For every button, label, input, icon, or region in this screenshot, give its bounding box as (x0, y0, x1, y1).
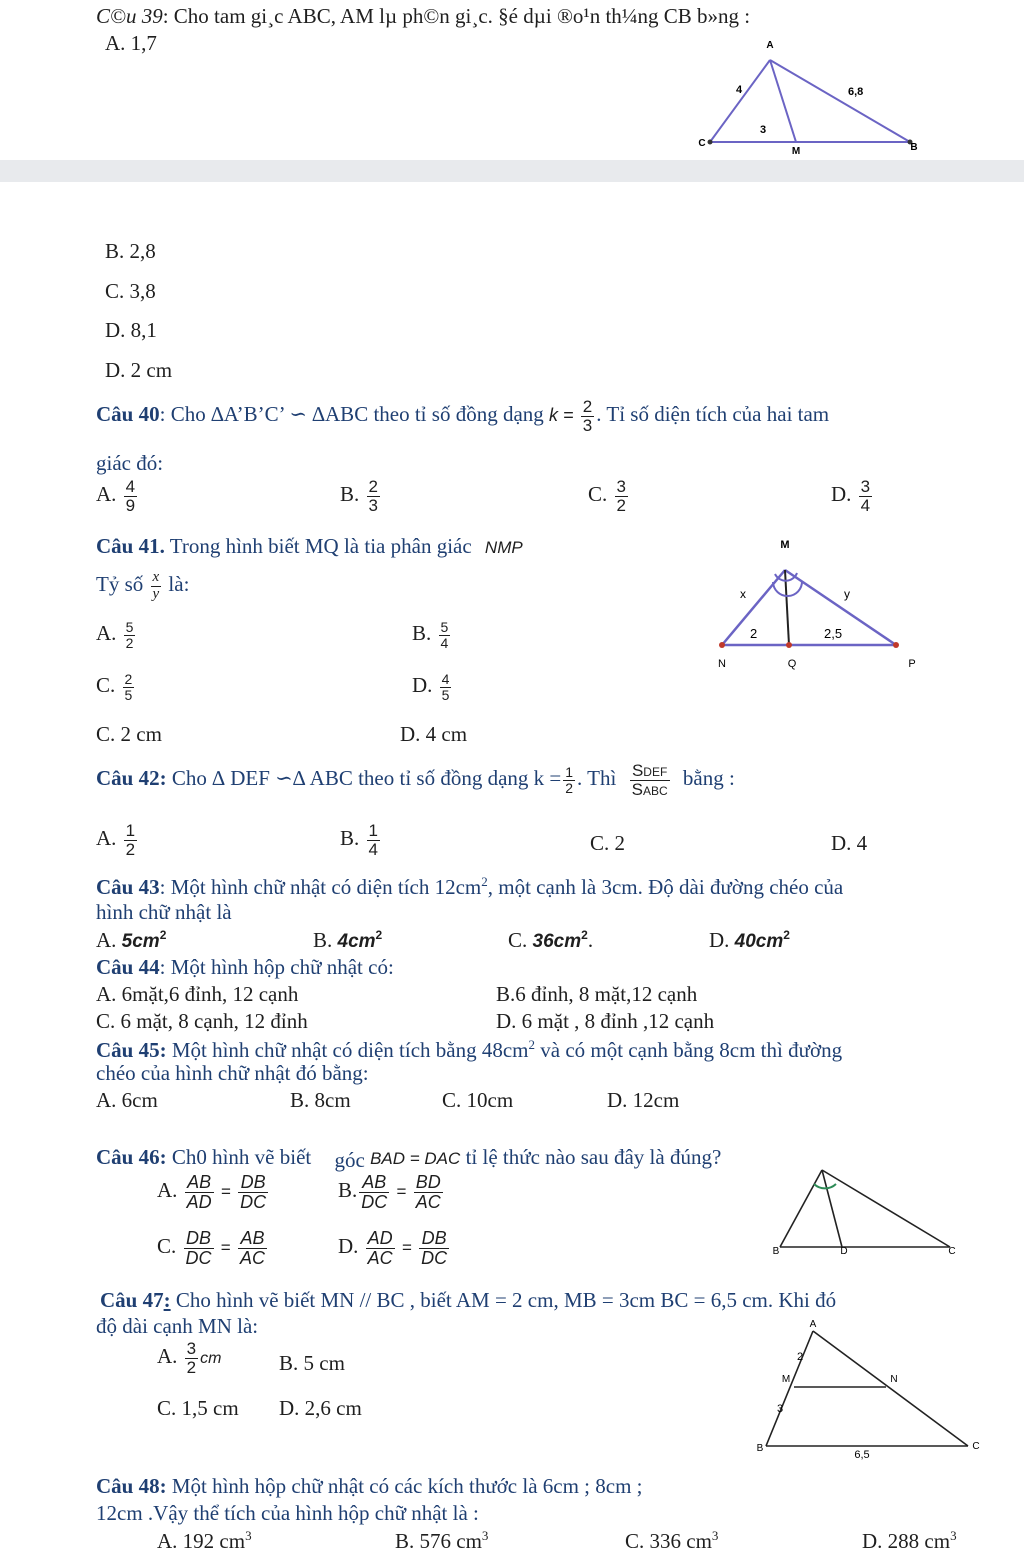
q47-length-bc: 6,5 (854, 1449, 870, 1461)
q41-title: Câu 41. (96, 534, 165, 558)
q41-ratio-fraction: $\frac{x}{y}$ (152, 569, 160, 602)
q48-option-a: A. 192 $cm^3$ (157, 1528, 252, 1553)
q45-option-b: B. 8cm (290, 1088, 351, 1112)
q46-line-1: Câu 46: Ch0 hình vẽ biết góc BAD = DAC tỉ lệ thức nào sau đây là đúng? (96, 1145, 722, 1172)
page-separator (0, 160, 1024, 182)
q47-label-a: A (809, 1319, 817, 1330)
q40-option-c: C. $\frac{3}{2}$ (588, 477, 626, 515)
q41-extra-d: D. 4 cm (400, 722, 468, 746)
q39-option-extra: D. 2 cm (105, 358, 173, 382)
q46-side-ab (780, 1170, 822, 1247)
q44-option-b: B.6 đỉnh, 8 mặt,12 cạnh (496, 982, 698, 1006)
q42-area-ratio: $\frac{\text{SDEF}}{\text{SABC}}$ (631, 761, 668, 799)
q46-angle-equation: BAD = DAC (370, 1149, 461, 1168)
q47-label-c: C (972, 1441, 980, 1452)
q39-label-c: C (698, 138, 706, 149)
q39-label-b: B (910, 142, 918, 153)
q47-length-am: 2 (796, 1351, 804, 1363)
q48-line-1: Câu 48: Một hình hộp chữ nhật có các kích thước là 6cm ; 8cm ; (96, 1474, 643, 1498)
q46-label-c: C (948, 1246, 956, 1257)
q42-option-b: B. $\frac{1}{4}$ (340, 821, 378, 859)
q41-length-nq: 2 (750, 626, 758, 641)
q41-label-p: P (908, 658, 916, 670)
q45-option-d: D. 12cm (607, 1088, 680, 1112)
q39-option-b: B. 2,8 (105, 239, 156, 263)
q40-k: k = (549, 405, 574, 426)
q41-angle: NMP (484, 538, 523, 557)
q43-title: Câu 43 (96, 875, 160, 899)
q42-k-fraction: $\frac{1}{2}$ (565, 764, 574, 796)
q45-title: Câu 45: (96, 1038, 167, 1062)
q39-line (96, 6, 750, 27)
q46-option-a: A. $\frac{AB}{AD}$ = $\frac{DB}{DC}$ (157, 1172, 267, 1212)
q41-option-c: C. $\frac{2}{5}$ (96, 671, 133, 703)
q43-stem-c: hình chữ nhật là (96, 900, 232, 924)
q44-option-d: D. 6 mặt , 8 đỉnh ,12 cạnh (496, 1009, 715, 1033)
q45-option-a: A. 6cm (96, 1088, 158, 1112)
q41-label-x: x (740, 587, 746, 601)
q46-bisector-ad (822, 1170, 842, 1247)
q41-point-n (719, 642, 725, 648)
q46-option-b: B. $\frac{AB}{DC}$ = $\frac{BD}{AC}$ (338, 1172, 441, 1212)
q41-option-d: D. $\frac{4}{5}$ (412, 671, 450, 703)
q42-option-c: C. 2 (590, 831, 626, 855)
q47-side-ab (766, 1331, 813, 1446)
q39-triangle-figure (690, 30, 940, 155)
q47-option-b: B. 5 cm (279, 1351, 345, 1375)
q42-title: Câu 42: (96, 766, 167, 791)
q40-stem-a: : Cho ∆A’B’C’ ∽ ∆ABC theo tỉ số đồng dạng (159, 402, 544, 427)
q40-k-fraction: $\frac{2}{3}$ (582, 397, 593, 435)
q47-option-a: A. $\frac{3}{2}$ cm (157, 1339, 222, 1377)
q42-option-d: D. 4 (831, 831, 868, 855)
q44-option-c: C. 6 mặt, 8 cạnh, 12 đỉnh (96, 1009, 308, 1033)
q43-option-c: C. $36cm^2$. (508, 928, 594, 952)
q47-triangle-figure (750, 1316, 990, 1466)
q39-length-ab: 6,8 (848, 86, 864, 98)
q47-label-n: N (890, 1374, 898, 1385)
q45-line-1: Câu 45: Một hình chữ nhật có diện tích bằng $48cm^2$ và có một cạnh bằng 8cm thì đường (96, 1037, 843, 1062)
q43-option-a: A. $5cm^2$ (96, 928, 167, 952)
q40-title: Câu 40 (96, 402, 160, 427)
q40-stem-c: giác đó: (96, 451, 164, 475)
q47-stem-b: độ dài cạnh MN là: (96, 1314, 259, 1338)
q39-option-c: C. 3,8 (105, 279, 156, 303)
q47-label-m: M (781, 1374, 791, 1385)
q41-label-y: y (844, 587, 850, 601)
q46-option-c: C. $\frac{DB}{DC}$ = $\frac{AB}{AC}$ (157, 1228, 265, 1268)
q39-side-ab (770, 60, 910, 142)
q41-label-n: N (718, 658, 726, 670)
q41-length-qp: 2,5 (824, 626, 843, 641)
q39-label-m: M (791, 146, 801, 155)
q46-side-ac (822, 1170, 950, 1247)
q48-option-c: C. 336 $cm^3$ (625, 1528, 719, 1553)
q48-option-d: D. 288 $cm^3$ (862, 1528, 957, 1553)
q41-label-q: Q (787, 658, 797, 670)
q39-length-cm: 3 (760, 124, 767, 136)
q43-line-1: Câu 43: Một hình chữ nhật có diện tích $12cm^2$, một cạnh là 3cm. Độ dài đường chéo của (96, 874, 844, 899)
q39-option-d: D. 8,1 (105, 318, 157, 342)
q39-option-a: A. 1,7 (105, 31, 157, 55)
q44-option-a: A. 6mặt,6 đỉnh, 12 cạnh (96, 982, 299, 1006)
q46-option-d: D. $\frac{AD}{AC}$ = $\frac{DB}{DC}$ (338, 1228, 448, 1268)
q39-title: C©u 39 (96, 4, 163, 28)
q41-extra-c: C. 2 cm (96, 722, 162, 746)
q41-ratio-line: Tỷ số $\frac{x}{y}$ là: (96, 569, 190, 602)
q42-line-1: Câu 42: Cho ∆ DEF ∽∆ ABC theo tỉ số đồng dạng k = $\frac{1}{2}$ . Thì $\frac{\text{SDEF}}{\text{SABC}}$ bằng : (96, 761, 735, 799)
q41-label-m: M (780, 539, 790, 551)
q46-triangle-figure (770, 1160, 970, 1260)
q42-stem: Cho ∆ DEF ∽∆ ABC theo tỉ số đồng dạng (166, 766, 529, 791)
q39-point-c (708, 140, 713, 145)
q41-stem: Trong hình biết MQ là tia phân giác (164, 534, 472, 558)
q40-option-d: D. $\frac{3}{4}$ (831, 477, 871, 515)
q48-option-b: B. 576 $cm^3$ (395, 1528, 489, 1553)
q43-option-d: D. $40cm^2$ (709, 928, 790, 952)
q42-option-a: A. $\frac{1}{2}$ (96, 821, 136, 859)
q41-point-p (893, 642, 899, 648)
q44-line-1: Câu 44: Một hình hộp chữ nhật có: (96, 955, 394, 979)
q41-point-q (786, 642, 792, 648)
q44-title: Câu 44 (96, 955, 160, 979)
q48-title: Câu 48: (96, 1474, 167, 1498)
q47-option-d: D. 2,6 cm (279, 1396, 362, 1420)
q41-line-1 (96, 536, 523, 557)
q39-stem: : Cho tam gi¸c ABC, AM lµ ph©n gi¸c. §é dµi ®o¹n th¼ng CB b»ng : (162, 4, 751, 28)
q43-option-b: B. $4cm^2$ (313, 928, 383, 952)
q46-label-d: D (840, 1246, 848, 1257)
q41-option-b: B. $\frac{5}{4}$ (412, 619, 449, 651)
q40-option-a: A. $\frac{4}{9}$ (96, 477, 136, 515)
q46-label-b: B (772, 1246, 780, 1257)
q41-triangle-figure (700, 530, 930, 675)
q47-side-ac (813, 1331, 968, 1446)
q47-line-1: Câu 47: Cho hình vẽ biết MN // BC , biết AM = 2 cm, MB = 3cm BC = 6,5 cm. Khi đó (100, 1288, 837, 1312)
q41-option-a: A. $\frac{5}{2}$ (96, 619, 134, 651)
q45-option-c: C. 10cm (442, 1088, 514, 1112)
q48-stem-b: 12cm .Vậy thể tích của hình hộp chữ nhật là : (96, 1501, 479, 1525)
q40-stem-b: . Tỉ số diện tích của hai tam (596, 402, 830, 427)
q47-option-c: C. 1,5 cm (157, 1396, 239, 1420)
q40-line-1 (96, 398, 829, 435)
q39-label-a: A (766, 40, 774, 51)
q47-title: Câu 47 (100, 1288, 164, 1312)
q41-angle-arc (773, 581, 802, 596)
q45-stem-c: chéo của hình chữ nhật đó bằng: (96, 1061, 369, 1085)
q39-length-ac: 4 (736, 84, 743, 96)
q46-title: Câu 46: (96, 1145, 167, 1169)
q40-option-b: B. $\frac{2}{3}$ (340, 477, 378, 515)
q47-length-mb: 3 (776, 1403, 784, 1415)
q47-label-b: B (756, 1443, 764, 1454)
